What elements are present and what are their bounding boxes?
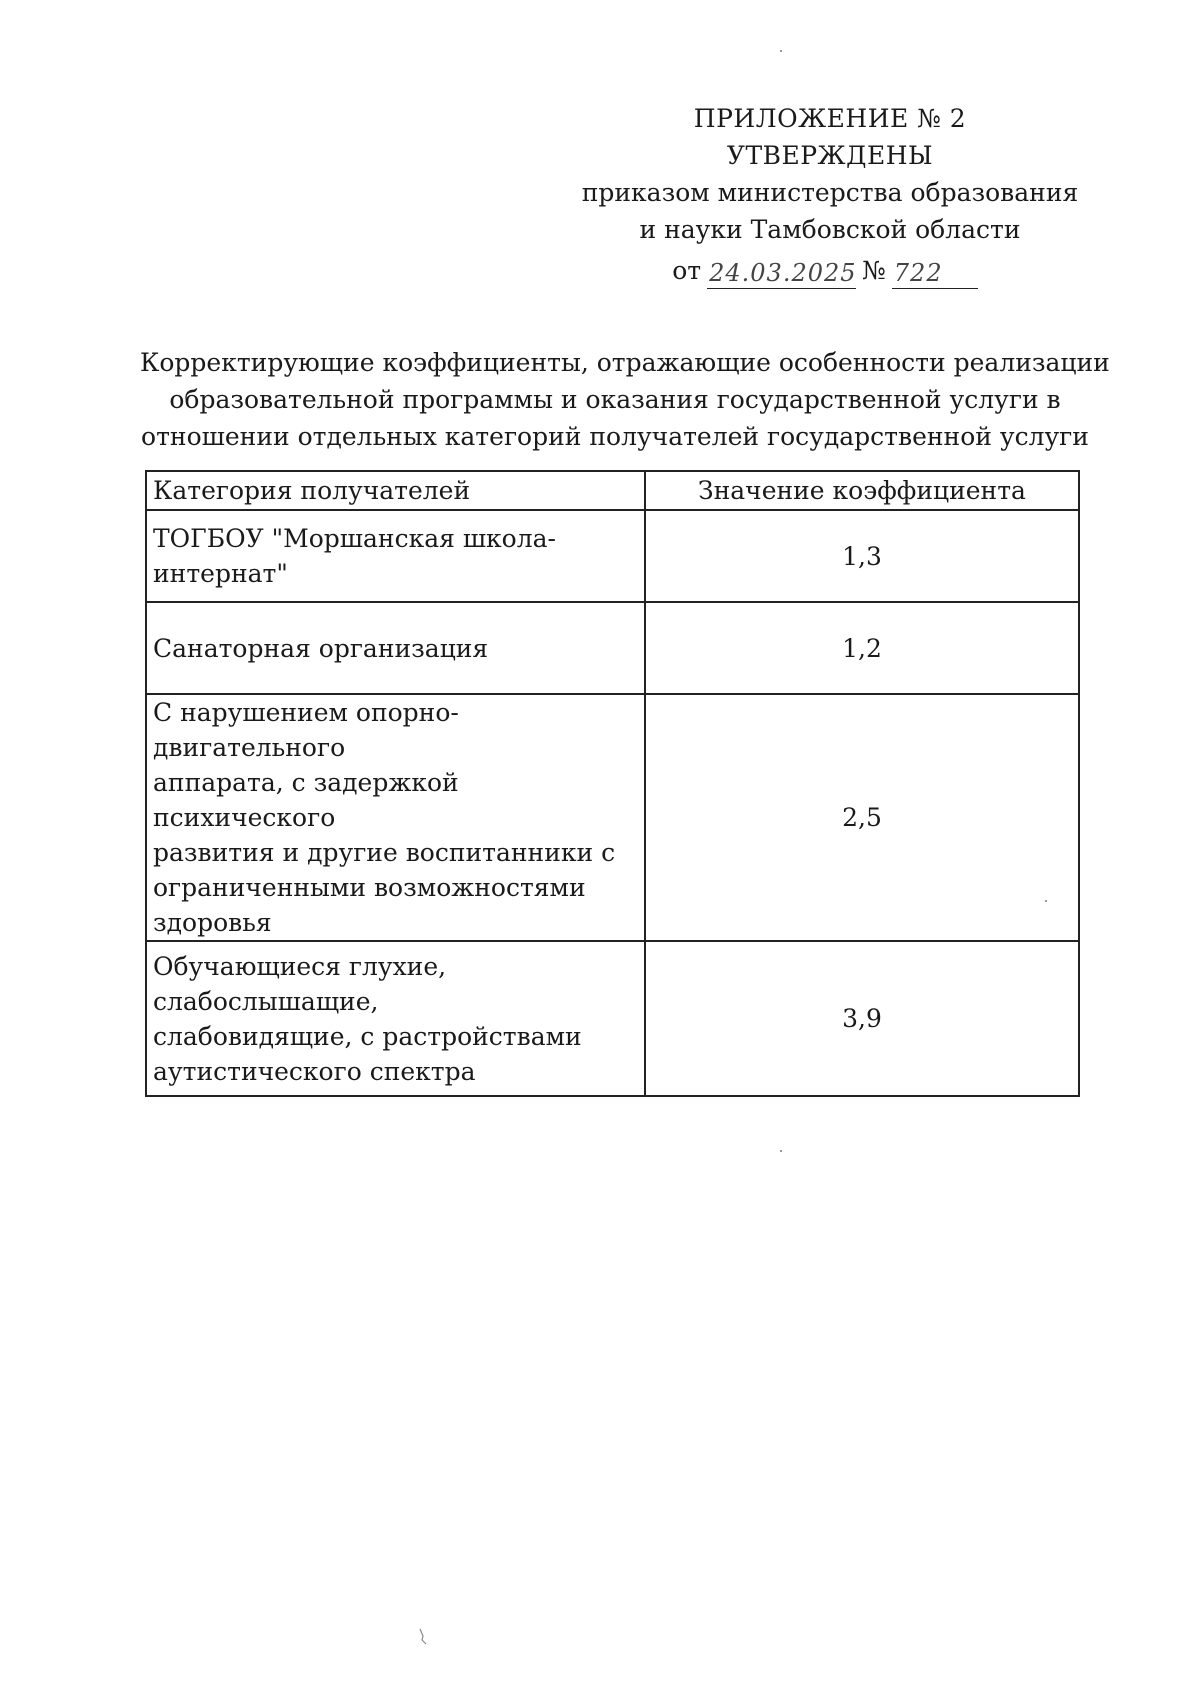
row-value: 3,9	[645, 941, 1079, 1096]
header-category: Категория получателей	[146, 471, 645, 510]
row-category	[146, 694, 645, 941]
category-line: развития и другие воспитанники с	[153, 838, 616, 867]
order-date: 24.03.2025	[709, 259, 857, 287]
appendix-title: ПРИЛОЖЕНИЕ № 2	[693, 104, 967, 133]
heading-line-3: отношении отдельных категорий получателей государственной услуги	[141, 422, 1089, 451]
number-label: №	[862, 256, 886, 285]
category-line: ТОГБОУ "Моршанская школа-	[153, 524, 556, 553]
row-category	[146, 941, 645, 1096]
approval-block	[560, 100, 1100, 289]
category-line: С нарушением опорно-двигательного	[153, 698, 459, 762]
category-line: интернат"	[153, 559, 288, 588]
scan-mark-icon	[418, 1628, 430, 1646]
order-line-1: приказом министерства образования	[581, 178, 1079, 207]
scan-speck	[780, 50, 782, 52]
table-row	[146, 941, 1079, 1096]
category-line: здоровья	[153, 908, 272, 937]
order-number: 722	[892, 258, 978, 289]
order-line-2: и науки Тамбовской области	[639, 215, 1021, 244]
scan-speck	[780, 1150, 782, 1152]
order-date-number-row	[550, 248, 1100, 289]
category-line: Санаторная организация	[153, 633, 489, 663]
row-value: 1,3	[645, 510, 1079, 602]
row-value: 1,2	[645, 602, 1079, 694]
document-heading	[140, 344, 1110, 455]
category-line: ограниченными возможностями	[153, 873, 586, 902]
from-label: от	[672, 256, 702, 285]
row-value: 2,5	[645, 694, 1079, 941]
table-row	[146, 510, 1079, 602]
heading-line-1: Корректирующие коэффициенты, отражающие особенности реализации	[140, 348, 1110, 377]
row-category	[146, 510, 645, 602]
table-header-row	[146, 471, 1079, 510]
category-line: аутистического спектра	[153, 1056, 476, 1086]
heading-line-2: образовательной программы и оказания государственной услуги в	[169, 385, 1061, 414]
coefficients-table	[145, 470, 1080, 1097]
table-row	[146, 694, 1079, 941]
category-line: слабовидящие, с растройствами	[153, 1021, 582, 1051]
scan-speck	[1045, 900, 1047, 902]
row-category	[146, 602, 645, 694]
table-row	[146, 602, 1079, 694]
approved-label: УТВЕРЖДЕНЫ	[726, 141, 934, 170]
category-line: Обучающиеся глухие, слабослышащие,	[153, 951, 447, 1016]
category-line: аппарата, с задержкой психического	[153, 768, 459, 832]
header-value: Значение коэффициента	[645, 471, 1079, 510]
